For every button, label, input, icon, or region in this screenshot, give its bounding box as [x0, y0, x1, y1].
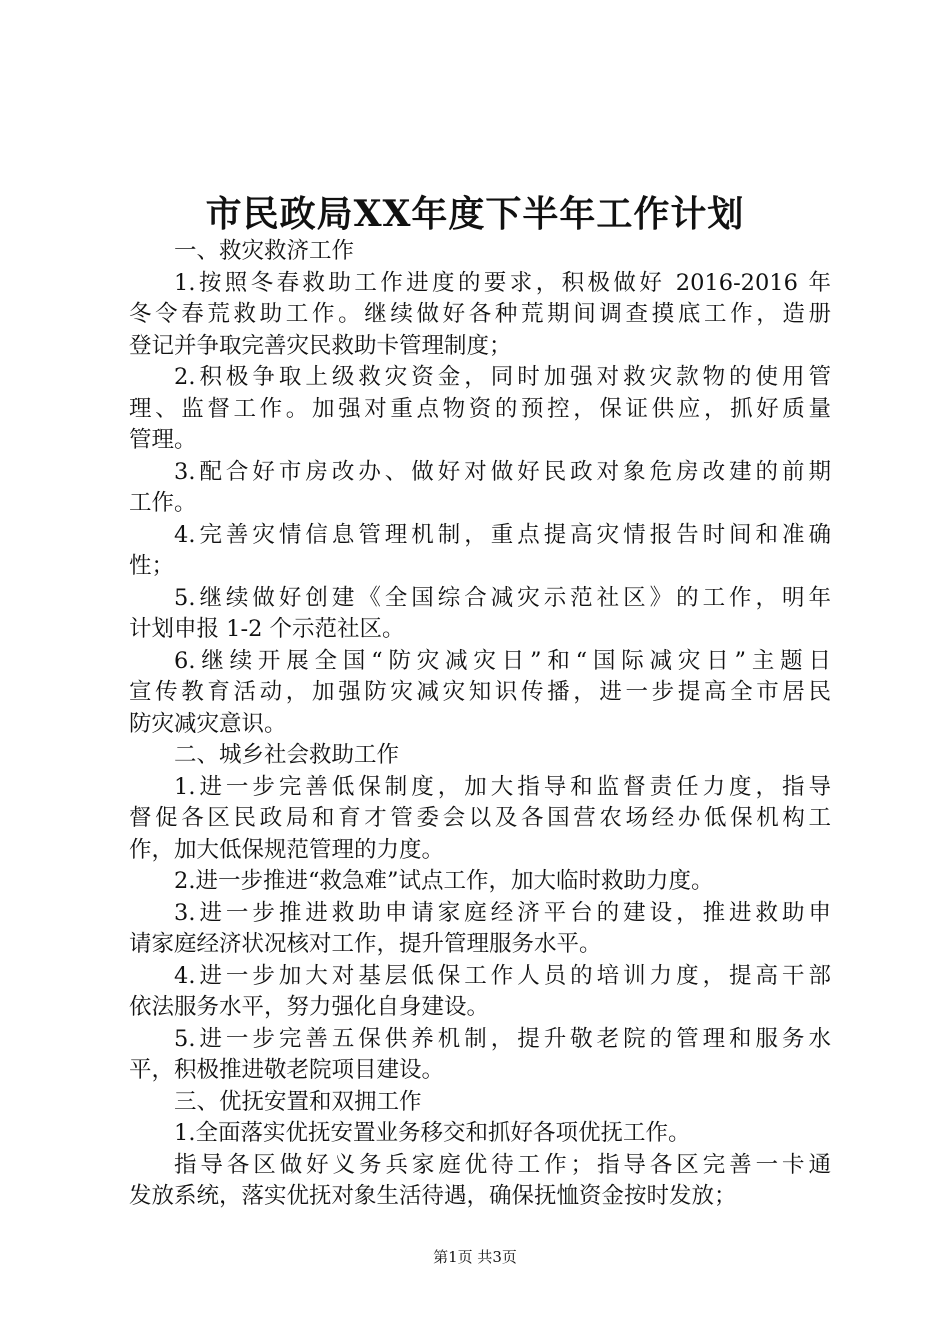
text-line: 督促各区民政局和育才管委会以及各国营农场经办低保机构工	[129, 805, 831, 831]
text-line: 依法服务水平，努力强化自身建设。	[129, 994, 490, 1020]
text-line: 冬令春荒救助工作。继续做好各种荒期间调查摸底工作，造册	[129, 301, 831, 327]
text-line: 指导各区做好义务兵家庭优待工作；指导各区完善一卡通	[174, 1151, 831, 1178]
text-line: 5.进一步完善五保供养机制，提升敬老院的管理和服务水	[174, 1025, 831, 1052]
text-line: 管理。	[129, 427, 197, 453]
text-line: 一、救灾救济工作	[174, 238, 355, 264]
document-body	[129, 236, 831, 1213]
text-line: 5.继续做好创建《全国综合减灾示范社区》的工作，明年	[174, 584, 831, 611]
text-line: 计划申报 1-2 个示范社区。	[129, 616, 405, 642]
text-line: 作，加大低保规范管理的力度。	[129, 836, 445, 863]
text-line: 2.积极争取上级救灾资金，同时加强对救灾款物的使用管	[174, 364, 831, 390]
text-line: 2.进一步推进“救急难”试点工作，加大临时救助力度。	[174, 868, 714, 894]
text-line: 1.按照冬春救助工作进度的要求，积极做好 2016-2016 年	[174, 269, 831, 296]
text-line: 二、城乡社会救助工作	[174, 742, 400, 768]
text-line: 宣传教育活动，加强防灾减灾知识传播，进一步提高全市居民	[129, 679, 831, 705]
text-line: 3.配合好市房改办、做好对做好民政对象危房改建的前期	[174, 458, 831, 485]
text-line: 4.进一步加大对基层低保工作人员的培训力度，提高干部	[174, 962, 831, 989]
text-line: 性；	[129, 553, 175, 579]
text-line: 3.进一步推进救助申请家庭经济平台的建设，推进救助申	[174, 899, 831, 926]
text-line: 理、监督工作。加强对重点物资的预控，保证供应，抓好质量	[129, 395, 831, 422]
text-line: 平，积极推进敬老院项目建设。	[129, 1057, 445, 1083]
text-line: 发放系统，落实优抚对象生活待遇，确保抚恤资金按时发放；	[129, 1183, 737, 1209]
text-line: 1.进一步完善低保制度，加大指导和监督责任力度，指导	[174, 773, 831, 800]
text-line: 登记并争取完善灾民救助卡管理制度；	[129, 332, 512, 359]
text-line: 6.继续开展全国“防灾减灾日”和“国际减灾日”主题日	[174, 647, 831, 674]
text-line: 工作。	[129, 490, 197, 516]
document-title: 市民政局XX年度下半年工作计划	[205, 193, 745, 235]
text-line: 4.完善灾情信息管理机制，重点提高灾情报告时间和准确	[174, 521, 831, 548]
text-line: 三、优抚安置和双拥工作	[174, 1088, 422, 1115]
page-footer: 第1页 共3页	[433, 1248, 517, 1266]
text-line: 1.全面落实优抚安置业务移交和抓好各项优抚工作。	[174, 1120, 691, 1146]
text-line: 请家庭经济状况核对工作，提升管理服务水平。	[129, 931, 602, 957]
text-line: 防灾减灾意识。	[129, 710, 287, 737]
